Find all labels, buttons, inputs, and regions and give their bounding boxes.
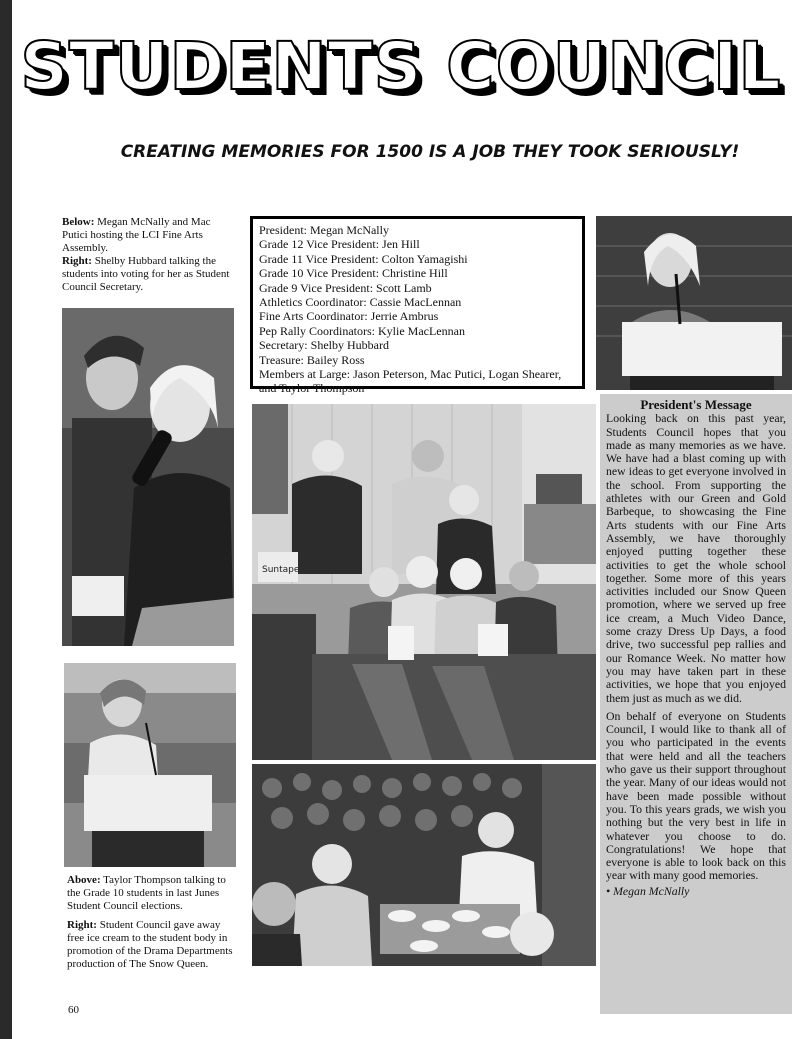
message-paragraph-2: On behalf of everyone on Students Council, I would like to thank all of you who participated in the events that were held and all the teachers who gave us their support throughout the year. Many of our ideas would not have been made possible without you. To this years grads, we wish you nothing but the very best in life in whatever you choose to do. Congratulations! We hope that everyone is able to look back on this year with many good memories. <box>606 708 786 883</box>
caption-below-text: Megan McNally and Mac Putici hosting the LCI Fine Arts Assembly. <box>62 216 211 254</box>
caption-above-text: Taylor Thompson talking to the Grade 10 students in last Junes Student Council elections. <box>67 874 226 912</box>
caption-above-label: Above: <box>67 874 101 886</box>
officer-grade9-vp: Grade 9 Vice President: Scott Lamb <box>259 280 432 295</box>
officer-grade12-vp: Grade 12 Vice President: Jen Hill <box>259 237 420 252</box>
photo-box-label: Suntape <box>262 565 300 575</box>
officer-secretary: Secretary: Shelby Hubbard <box>259 338 389 353</box>
caption-top <box>62 216 234 294</box>
caption-below-label: Below: <box>62 216 95 228</box>
officer-members-at-large: Members at Large: Jason Peterson, Mac Putici, Logan Shearer, and Taylor Thompson <box>259 367 562 396</box>
page-number: 60 <box>68 1004 79 1016</box>
officer-grade11-vp: Grade 11 Vice President: Colton Yamagishi <box>259 251 468 266</box>
presidents-message <box>600 394 792 1014</box>
officers-list <box>250 216 585 396</box>
officer-president: President: Megan McNally <box>259 223 389 237</box>
message-paragraph-1: Looking back on this past year, Students Council hopes that you made as many memories as we have. We have had a blast coming up with new ideas to get everyone involved in the school. From supporting the athletes with our Green and Gold Barbeque, to showcasing the Fine Arts students with our Fine Arts Assembly, we have thoroughly enjoyed putting together these activities to get the whole school together. Some more of this years activities included our Snow Queen promotion, where we served up free ice cream, a Much Video Dance, some crazy Dress Up Days, a food drive, two successful pep rallies and our Romance Week. No matter how you may have taken part in these activities, we hope that you enjoyed them just as much as we did. <box>606 411 786 705</box>
message-signature: • Megan McNally <box>606 883 690 898</box>
photo-shelby-podium <box>596 216 792 390</box>
photo-ice-cream-group <box>252 404 596 760</box>
photo-ice-cream-crowd <box>252 764 596 966</box>
caption-bottom <box>67 874 239 971</box>
officer-athletics: Athletics Coordinator: Cassie MacLennan <box>259 295 462 310</box>
page-subtitle: CREATING MEMORIES FOR 1500 IS A JOB THEY TOOK SERIOUSLY! <box>120 142 740 162</box>
message-heading: President's Message <box>640 397 752 412</box>
officer-treasure: Treasure: Bailey Ross <box>259 352 365 367</box>
photo-fine-arts-hosts <box>62 308 234 646</box>
caption-right-label: Right: <box>62 255 92 267</box>
officer-fine-arts: Fine Arts Coordinator: Jerrie Ambrus <box>259 309 439 324</box>
caption-right2-text: Student Council gave away free ice cream to the student body in promotion of the Drama Departments production of The Snow Queen. <box>67 919 233 970</box>
officer-pep-rally: Pep Rally Coordinators: Kylie MacLennan <box>259 323 465 338</box>
page-title: STUDENTS COUNCIL <box>20 28 782 105</box>
caption-right2-label: Right: <box>67 919 97 931</box>
photo-taylor-podium <box>64 663 236 867</box>
officer-grade10-vp: Grade 10 Vice President: Christine Hill <box>259 266 448 281</box>
caption-right-text: Shelby Hubbard talking the students into voting for her as Student Council Secretary. <box>62 255 230 293</box>
